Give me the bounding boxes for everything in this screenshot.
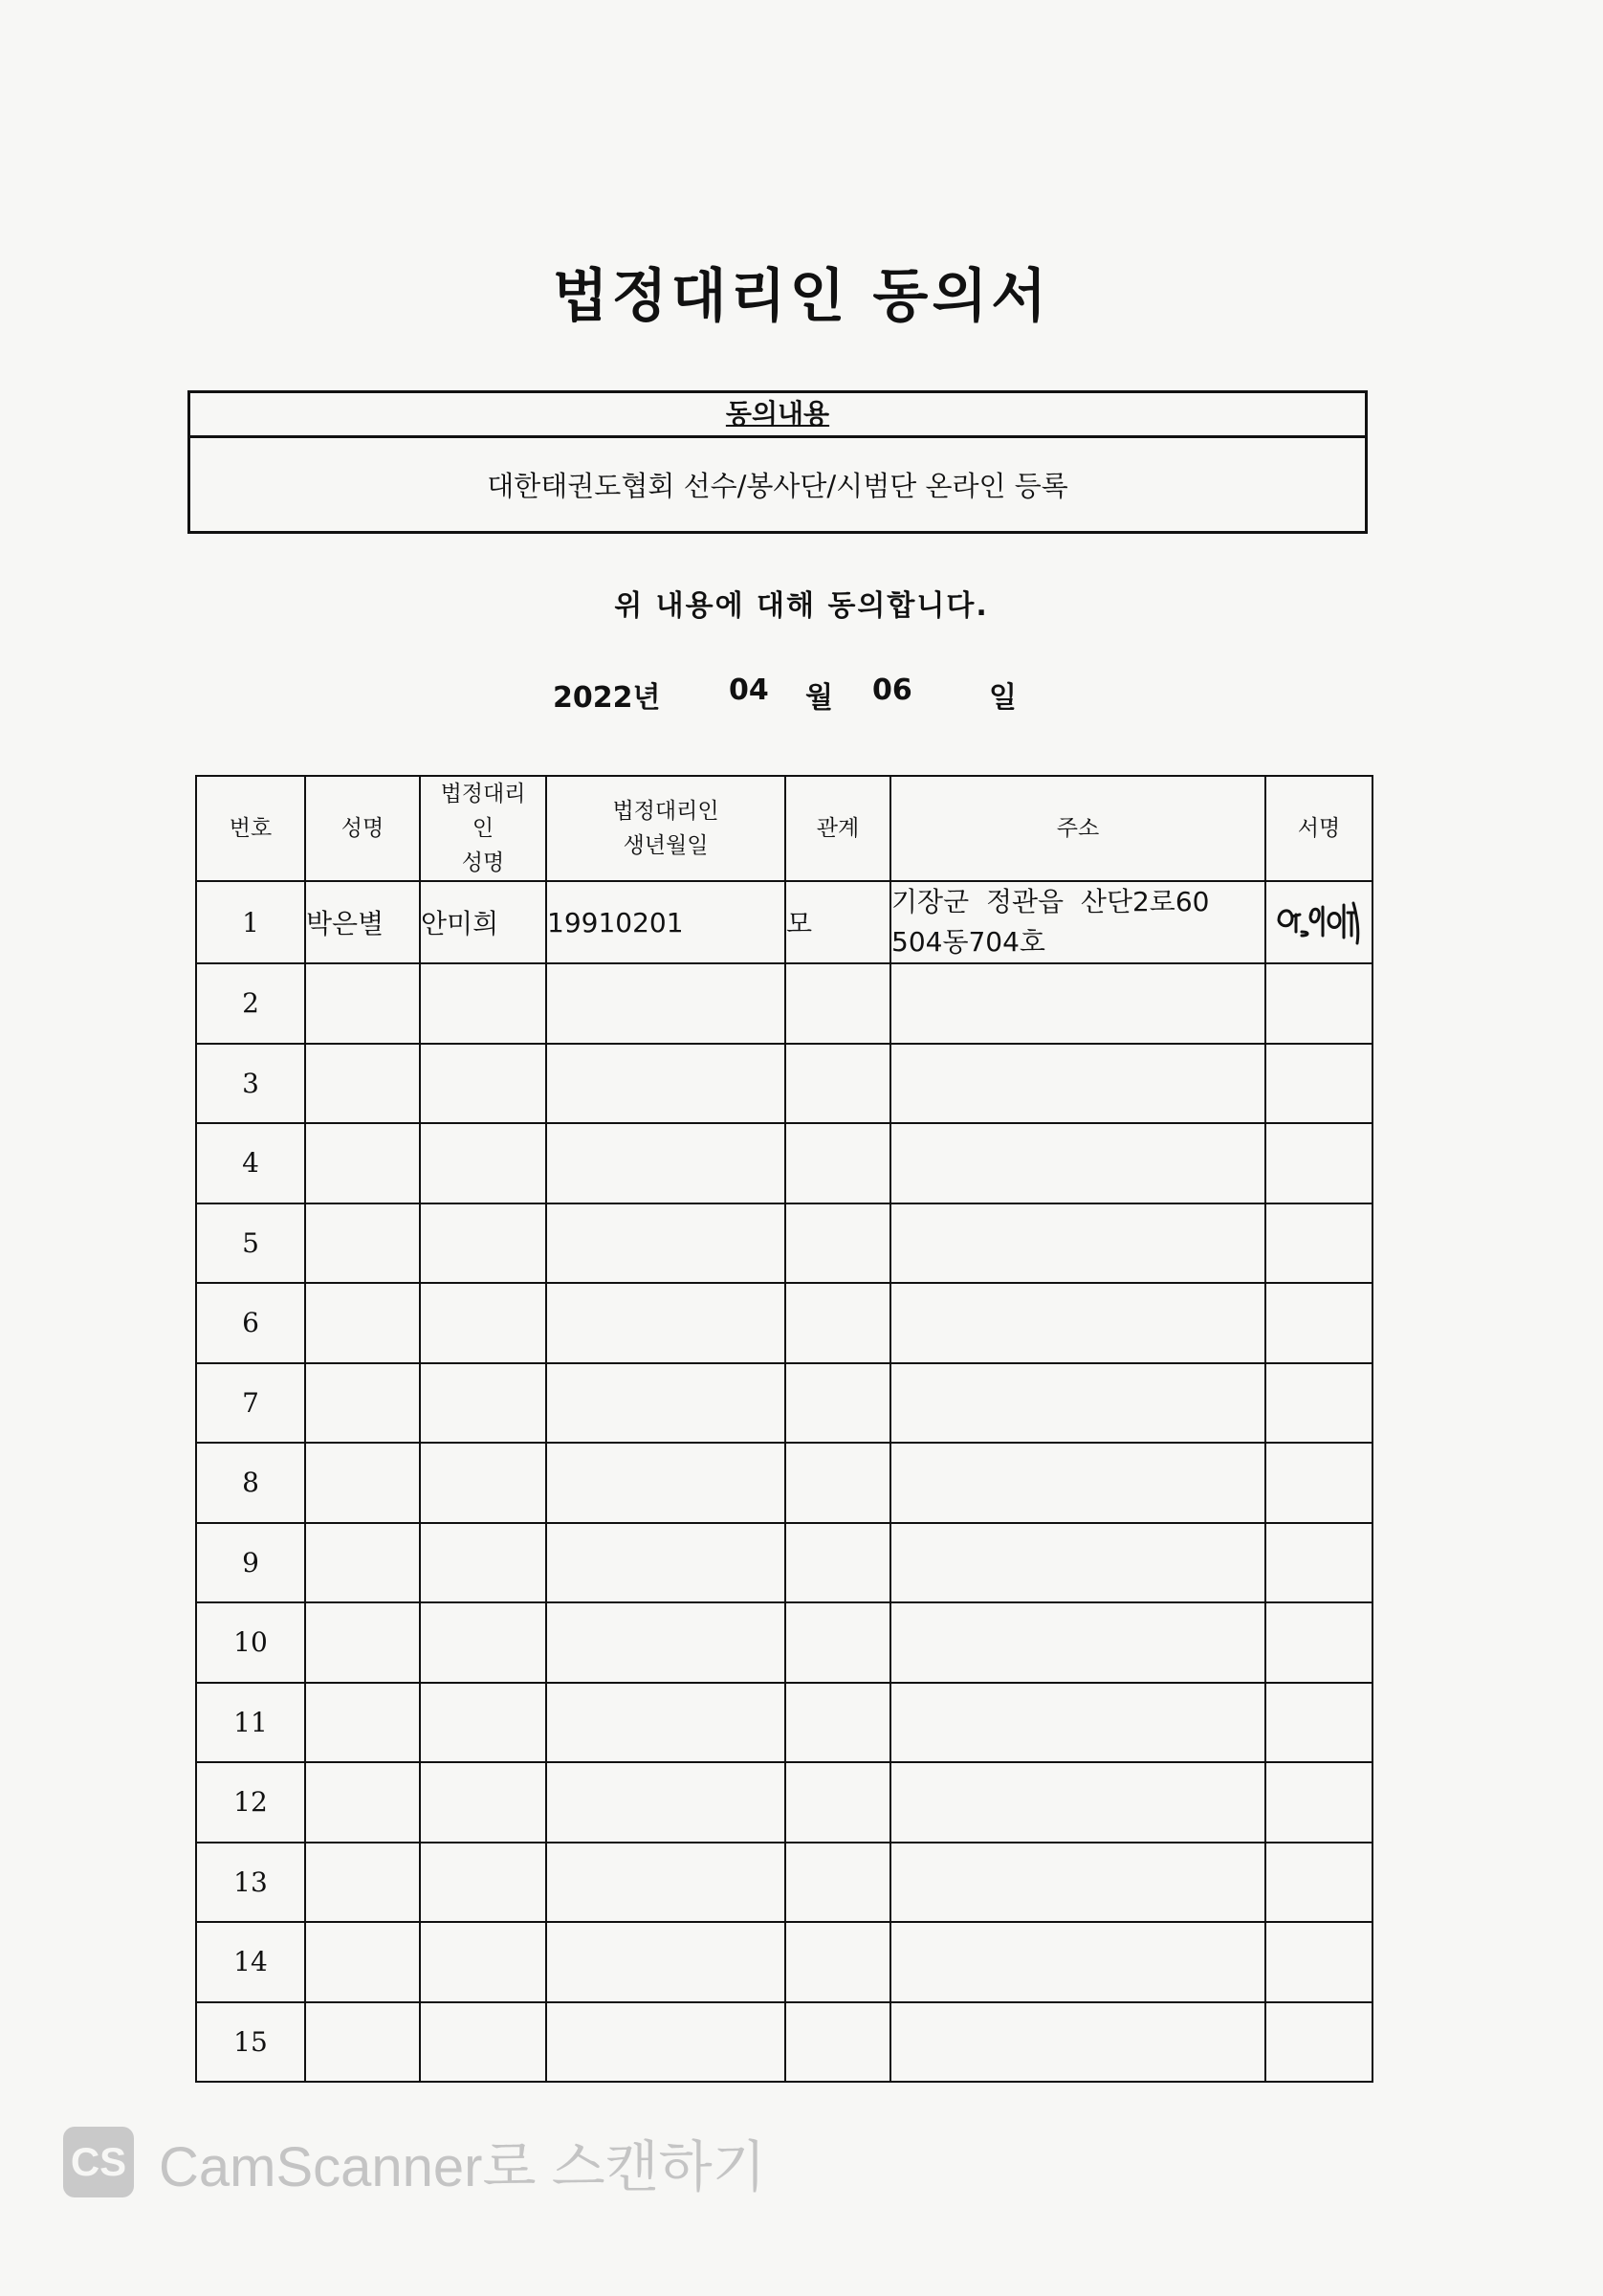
row-guardian-birth xyxy=(546,1843,785,1923)
page-title: 법정대리인 동의서 xyxy=(552,263,1051,330)
row-address xyxy=(890,1283,1265,1363)
row-name xyxy=(305,963,420,1044)
handwritten-signature xyxy=(1273,894,1365,951)
row-name xyxy=(305,1123,420,1203)
row-relation xyxy=(785,1602,890,1683)
consent-header xyxy=(190,393,1365,438)
date-day: 06 xyxy=(872,673,912,707)
row-no: 15 xyxy=(196,2002,305,2083)
row-name xyxy=(305,1363,420,1444)
table-row xyxy=(196,1203,1372,1284)
row-signature xyxy=(1265,1203,1372,1284)
row-name xyxy=(305,1203,420,1284)
row-name xyxy=(305,1044,420,1124)
table-row xyxy=(196,1602,1372,1683)
row-relation xyxy=(785,1523,890,1603)
table-row xyxy=(196,881,1372,963)
row-relation xyxy=(785,1044,890,1124)
row-name xyxy=(305,2002,420,2083)
table-row xyxy=(196,1762,1372,1843)
row-guardian-name xyxy=(420,1363,546,1444)
row-address xyxy=(890,1922,1265,2002)
row-address xyxy=(890,1762,1265,1843)
row-relation xyxy=(785,1203,890,1284)
header-no: 번호 xyxy=(196,776,305,881)
guardian-table xyxy=(195,775,1373,2083)
row-address xyxy=(890,1044,1265,1124)
table-row xyxy=(196,1843,1372,1923)
row-guardian-name: 안미희 xyxy=(420,881,546,963)
row-guardian-birth xyxy=(546,1203,785,1284)
row-name xyxy=(305,1922,420,2002)
row-address-line1: 기장군 정관읍 산단2로60 xyxy=(891,886,1210,917)
row-guardian-name xyxy=(420,1523,546,1603)
table-row xyxy=(196,1123,1372,1203)
table-row xyxy=(196,1363,1372,1444)
row-name xyxy=(305,1602,420,1683)
consent-header-label: 동의내용 xyxy=(725,398,830,430)
table-row xyxy=(196,1523,1372,1603)
row-signature xyxy=(1265,963,1372,1044)
row-relation: 모 xyxy=(785,881,890,963)
header-guardian-birth-line1: 법정대리인 xyxy=(612,799,719,824)
row-signature xyxy=(1265,1044,1372,1124)
row-relation xyxy=(785,1843,890,1923)
row-relation xyxy=(785,1283,890,1363)
row-guardian-name xyxy=(420,1843,546,1923)
table-row xyxy=(196,2002,1372,2083)
header-name: 성명 xyxy=(305,776,420,881)
row-relation xyxy=(785,1443,890,1523)
row-address xyxy=(890,1843,1265,1923)
date-day-label: 일 xyxy=(989,681,1017,715)
row-name xyxy=(305,1762,420,1843)
table-row xyxy=(196,1443,1372,1523)
row-guardian-birth xyxy=(546,1443,785,1523)
row-signature xyxy=(1265,1602,1372,1683)
row-address xyxy=(890,1602,1265,1683)
row-guardian-birth xyxy=(546,1044,785,1124)
row-address xyxy=(890,881,1265,963)
row-no: 5 xyxy=(196,1203,305,1284)
consent-body: 대한태권도협회 선수/봉사단/시범단 온라인 등록 xyxy=(487,470,1068,502)
camscanner-watermark xyxy=(63,2122,766,2202)
row-guardian-birth xyxy=(546,1283,785,1363)
row-signature xyxy=(1265,1762,1372,1843)
row-guardian-birth: 19910201 xyxy=(546,881,785,963)
row-relation xyxy=(785,1363,890,1444)
camscanner-logo-icon: CS xyxy=(63,2127,134,2197)
header-guardian-name-line3: 성명 xyxy=(461,850,505,875)
row-relation xyxy=(785,1762,890,1843)
row-guardian-birth xyxy=(546,1123,785,1203)
row-signature xyxy=(1265,1683,1372,1763)
header-address: 주소 xyxy=(890,776,1265,881)
row-no: 10 xyxy=(196,1602,305,1683)
header-relation: 관계 xyxy=(785,776,890,881)
row-guardian-name xyxy=(420,1123,546,1203)
row-no: 6 xyxy=(196,1283,305,1363)
table-row xyxy=(196,963,1372,1044)
table-row xyxy=(196,1922,1372,2002)
row-no: 2 xyxy=(196,963,305,1044)
date-month-label: 월 xyxy=(805,681,833,715)
row-relation xyxy=(785,1123,890,1203)
row-guardian-name xyxy=(420,2002,546,2083)
row-no: 4 xyxy=(196,1123,305,1203)
header-guardian-birth-line2: 생년월일 xyxy=(623,833,709,858)
row-guardian-name xyxy=(420,1602,546,1683)
header-guardian-birth xyxy=(546,776,785,881)
row-no: 1 xyxy=(196,881,305,963)
row-name xyxy=(305,1683,420,1763)
date-year: 2022년 xyxy=(553,681,661,715)
table-row xyxy=(196,1283,1372,1363)
row-guardian-birth xyxy=(546,1683,785,1763)
row-guardian-name xyxy=(420,963,546,1044)
consent-box xyxy=(187,390,1368,534)
row-name xyxy=(305,1443,420,1523)
row-address xyxy=(890,1523,1265,1603)
row-address xyxy=(890,2002,1265,2083)
row-relation xyxy=(785,1683,890,1763)
row-guardian-name xyxy=(420,1283,546,1363)
row-guardian-birth xyxy=(546,963,785,1044)
row-address xyxy=(890,1203,1265,1284)
row-no: 13 xyxy=(196,1843,305,1923)
row-address xyxy=(890,1443,1265,1523)
row-signature xyxy=(1265,1363,1372,1444)
row-relation xyxy=(785,2002,890,2083)
row-guardian-name xyxy=(420,1044,546,1124)
row-signature xyxy=(1265,1922,1372,2002)
row-address xyxy=(890,1123,1265,1203)
header-signature: 서명 xyxy=(1265,776,1372,881)
row-no: 12 xyxy=(196,1762,305,1843)
row-no: 11 xyxy=(196,1683,305,1763)
row-signature xyxy=(1265,881,1372,963)
table-header-row xyxy=(196,776,1372,881)
row-guardian-name xyxy=(420,1922,546,2002)
row-guardian-name xyxy=(420,1683,546,1763)
agree-statement: 위 내용에 대해 동의합니다. xyxy=(614,589,989,623)
row-guardian-birth xyxy=(546,1363,785,1444)
row-signature xyxy=(1265,1123,1372,1203)
row-guardian-birth xyxy=(546,1523,785,1603)
row-no: 3 xyxy=(196,1044,305,1124)
row-no: 14 xyxy=(196,1922,305,2002)
row-no: 7 xyxy=(196,1363,305,1444)
table-row xyxy=(196,1044,1372,1124)
camscanner-watermark-text: CamScanner로 스캔하기 xyxy=(159,2136,766,2198)
header-guardian-name-line1: 법정대리 xyxy=(440,782,526,806)
row-signature xyxy=(1265,2002,1372,2083)
row-guardian-birth xyxy=(546,2002,785,2083)
row-address xyxy=(890,963,1265,1044)
row-signature xyxy=(1265,1523,1372,1603)
row-guardian-name xyxy=(420,1443,546,1523)
row-name xyxy=(305,1523,420,1603)
row-guardian-name xyxy=(420,1203,546,1284)
row-name xyxy=(305,1283,420,1363)
header-guardian-name-line2: 인 xyxy=(472,816,494,841)
row-no: 9 xyxy=(196,1523,305,1603)
table-row xyxy=(196,1683,1372,1763)
row-signature xyxy=(1265,1843,1372,1923)
row-guardian-birth xyxy=(546,1602,785,1683)
row-guardian-name xyxy=(420,1762,546,1843)
row-address xyxy=(890,1683,1265,1763)
row-name xyxy=(305,1843,420,1923)
row-name: 박은별 xyxy=(305,881,420,963)
row-address-line2: 504동704호 xyxy=(891,926,1045,958)
row-relation xyxy=(785,1922,890,2002)
row-guardian-birth xyxy=(546,1762,785,1843)
row-signature xyxy=(1265,1283,1372,1363)
row-no: 8 xyxy=(196,1443,305,1523)
date-month: 04 xyxy=(729,673,769,707)
row-relation xyxy=(785,963,890,1044)
row-address xyxy=(890,1363,1265,1444)
row-guardian-birth xyxy=(546,1922,785,2002)
row-signature xyxy=(1265,1443,1372,1523)
header-guardian-name xyxy=(420,776,546,881)
